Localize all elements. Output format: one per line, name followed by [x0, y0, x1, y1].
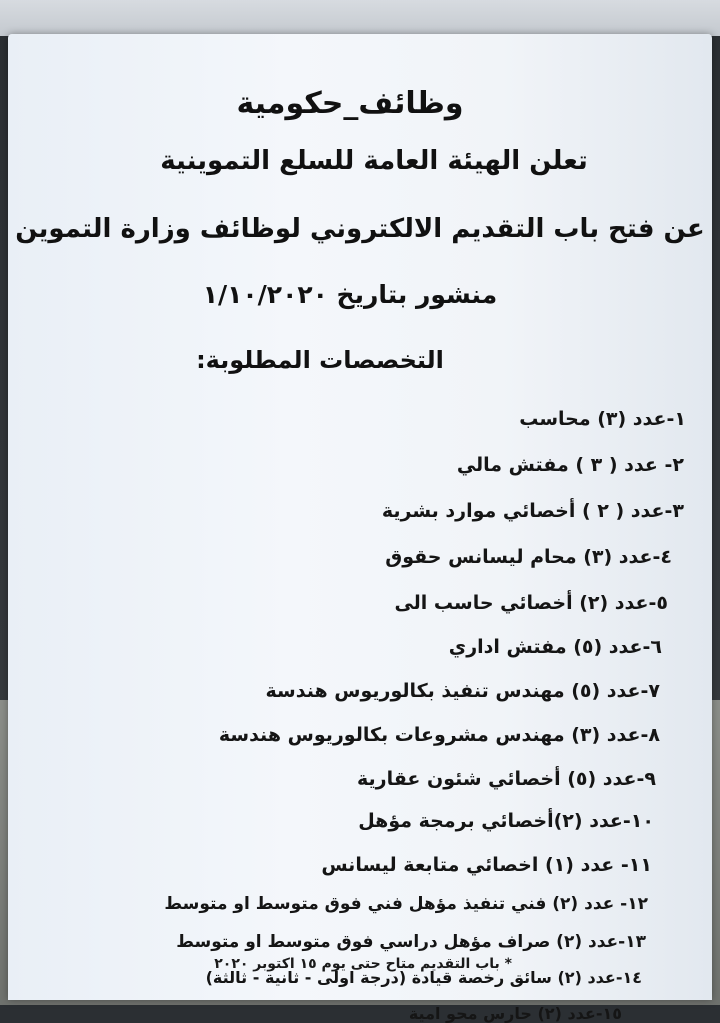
announcer-line: تعلن الهيئة العامة للسلع التموينية	[160, 146, 588, 176]
list-item: ١٤-عدد (٢) سائق رخصة قيادة (درجة اولى - ثانية - ثالثة)	[205, 968, 642, 987]
list-item: ٣-عدد ( ٢ ) أخصائي موارد بشرية	[381, 500, 684, 522]
list-item: ١-عدد (٣) محاسب	[519, 408, 686, 430]
list-item: ١٥-عدد (٢) حارس محو امية	[408, 1004, 622, 1023]
list-item: ١٣-عدد (٢) صراف مؤهل دراسي فوق متوسط او متوسط	[176, 932, 646, 952]
list-item: ٧-عدد (٥) مهندس تنفيذ بكالوريوس هندسة	[265, 680, 660, 702]
publish-date: منشور بتاريخ ١/١٠/٢٠٢٠	[202, 280, 498, 309]
list-item: ١٠-عدد (٢)أخصائي برمجة مؤهل	[358, 810, 654, 832]
background-wall	[0, 0, 720, 36]
list-item: ٢- عدد ( ٣ ) مفتش مالي	[456, 454, 684, 476]
page-title: وظائف_حكومية	[236, 86, 464, 121]
deadline-note: * باب التقديم متاح حتى يوم ١٥ اكتوبر ٢٠٢٠	[214, 956, 512, 972]
list-item: ١٢- عدد (٢) فني تنفيذ مؤهل فني فوق متوسط او متوسط	[164, 894, 648, 914]
required-specialties-heading: التخصصات المطلوبة:	[196, 346, 444, 374]
list-item: ٥-عدد (٢) أخصائي حاسب الى	[394, 592, 668, 614]
announcement-line: عن فتح باب التقديم الالكتروني لوظائف وزارة التموين	[15, 214, 705, 244]
list-item: ٦-عدد (٥) مفتش اداري	[448, 636, 662, 658]
list-item: ٤-عدد (٣) محام ليسانس حقوق	[385, 546, 672, 568]
list-item: ٩-عدد (٥) أخصائي شئون عقارية	[356, 768, 656, 790]
list-item: ١١- عدد (١) اخصائي متابعة ليسانس	[321, 854, 652, 876]
announcement-paper	[8, 34, 712, 1023]
list-item: ٨-عدد (٣) مهندس مشروعات بكالوريوس هندسة	[218, 724, 660, 746]
